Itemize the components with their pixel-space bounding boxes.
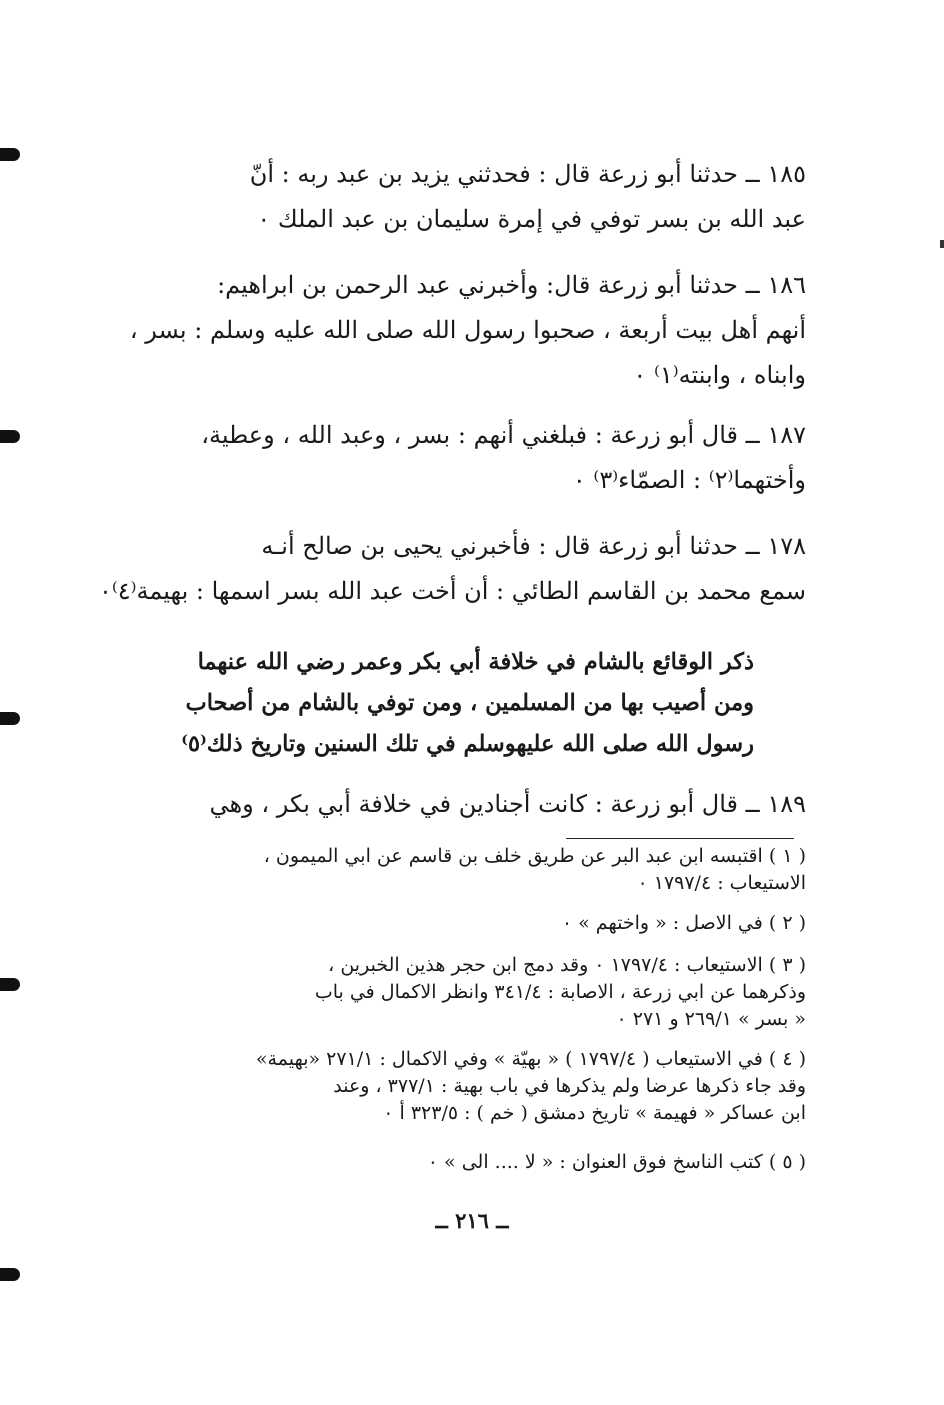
- paragraph-185: [156, 152, 806, 242]
- footnote-5: [156, 1149, 806, 1176]
- heading-line: رسول الله صلى الله عليهوسلم في تلك السنين وتاريخ ذلك⁽٥⁾: [181, 731, 754, 757]
- paragraph-178: [98, 524, 806, 614]
- paragraph-189: [156, 782, 806, 827]
- paragraph-line: أنهم أهل بيت أربعة ، صحبوا رسول الله صلى الله عليه وسلم : بسر ،: [129, 316, 806, 344]
- paragraph-186: [129, 263, 806, 398]
- scan-edge-mark: [0, 712, 20, 725]
- footnote-line: ( ٤ ) في الاستيعاب ( ١٧٩٧/٤ ) « بهيّة » وفي الاكمال : ٢٧١/١ «بهيمة»: [255, 1048, 806, 1070]
- paragraph-line: وابناه ، وابنته⁽١⁾ ٠: [633, 361, 806, 389]
- footnote-1: [156, 843, 806, 897]
- paragraph-line: ١٨٥ ــ حدثنا أبو زرعة قال : فحدثني يزيد بن عبد ربه : أنّ: [249, 160, 806, 188]
- scan-edge-mark: [940, 240, 944, 248]
- scan-edge-mark: [0, 430, 20, 443]
- scan-edge-mark: [0, 148, 20, 161]
- paragraph-line: ١٨٦ ــ حدثنا أبو زرعة قال: وأخبرني عبد الرحمن بن ابراهيم:: [217, 271, 806, 299]
- footnote-2: [156, 910, 806, 937]
- paragraph-line: ١٨٧ ــ قال أبو زرعة : فبلغني أنهم : بسر ، وعبد الله ، وعطية،: [201, 421, 806, 449]
- paragraph-line: ١٨٩ ــ قال أبو زرعة : كانت أجنادين في خلافة أبي بكر ، وهي: [209, 790, 806, 818]
- footnote-4: [156, 1046, 806, 1127]
- footnote-line: ( ٣ ) الاستيعاب : ١٧٩٧/٤ ٠ وقد دمج ابن حجر هذين الخبرين ،: [328, 954, 806, 976]
- paragraph-line: وأختهما⁽٢⁾ : الصمّاء⁽٣⁾ ٠: [572, 466, 806, 494]
- scan-edge-mark: [0, 978, 20, 991]
- footnote-line: وذكرهما عن ابي زرعة ، الاصابة : ٣٤١/٤ وانظر الاكمال في باب: [314, 981, 806, 1003]
- footnote-line: وقد جاء ذكرها عرضا ولم يذكرها في باب بهية : ٣٧٧/١ ، وعند: [333, 1075, 806, 1097]
- heading-line: ذكر الوقائع بالشام في خلافة أبي بكر وعمر رضي الله عنهما: [197, 649, 754, 675]
- scan-edge-mark: [0, 1268, 20, 1281]
- footnote-line: الاستيعاب : ١٧٩٧/٤ ٠: [637, 872, 806, 894]
- paragraph-line: ١٧٨ ــ حدثنا أبو زرعة قال : فأخبرني يحيى بن صالح أنـه: [261, 532, 806, 560]
- footnote-separator: [566, 838, 794, 839]
- heading-line: ومن أصيب بها من المسلمين ، ومن توفي بالشام من أصحاب: [185, 690, 754, 716]
- footnote-line: « بسر » ٢٦٩/١ و ٢٧١ ٠: [616, 1008, 806, 1030]
- paragraph-line: سمع محمد بن القاسم الطائي : أن أخت عبد الله بسر اسمها : بهيمة⁽٤⁾٠: [98, 577, 806, 605]
- footnote-3: [156, 952, 806, 1033]
- footnote-line: ابن عساكر « فهيمة » تاريخ دمشق ( خم ) : ٣٢٣/٥ أ ٠: [383, 1102, 806, 1124]
- paragraph-187: [156, 413, 806, 503]
- footnote-line: ( ٥ ) كتب الناسخ فوق العنوان : « لا .... الى » ٠: [427, 1151, 806, 1173]
- paragraph-line: عبد الله بن بسر توفي في إمرة سليمان بن عبد الملك ٠: [257, 205, 806, 233]
- page-number: ــ ٢١٦ ــ: [435, 1208, 509, 1233]
- section-heading: [181, 642, 754, 765]
- footnote-line: ( ٢ ) في الاصل : « واختهم » ٠: [561, 912, 806, 934]
- footnote-line: ( ١ ) اقتبسه ابن عبد البر عن طريق خلف بن قاسم عن ابي الميمون ،: [263, 845, 806, 867]
